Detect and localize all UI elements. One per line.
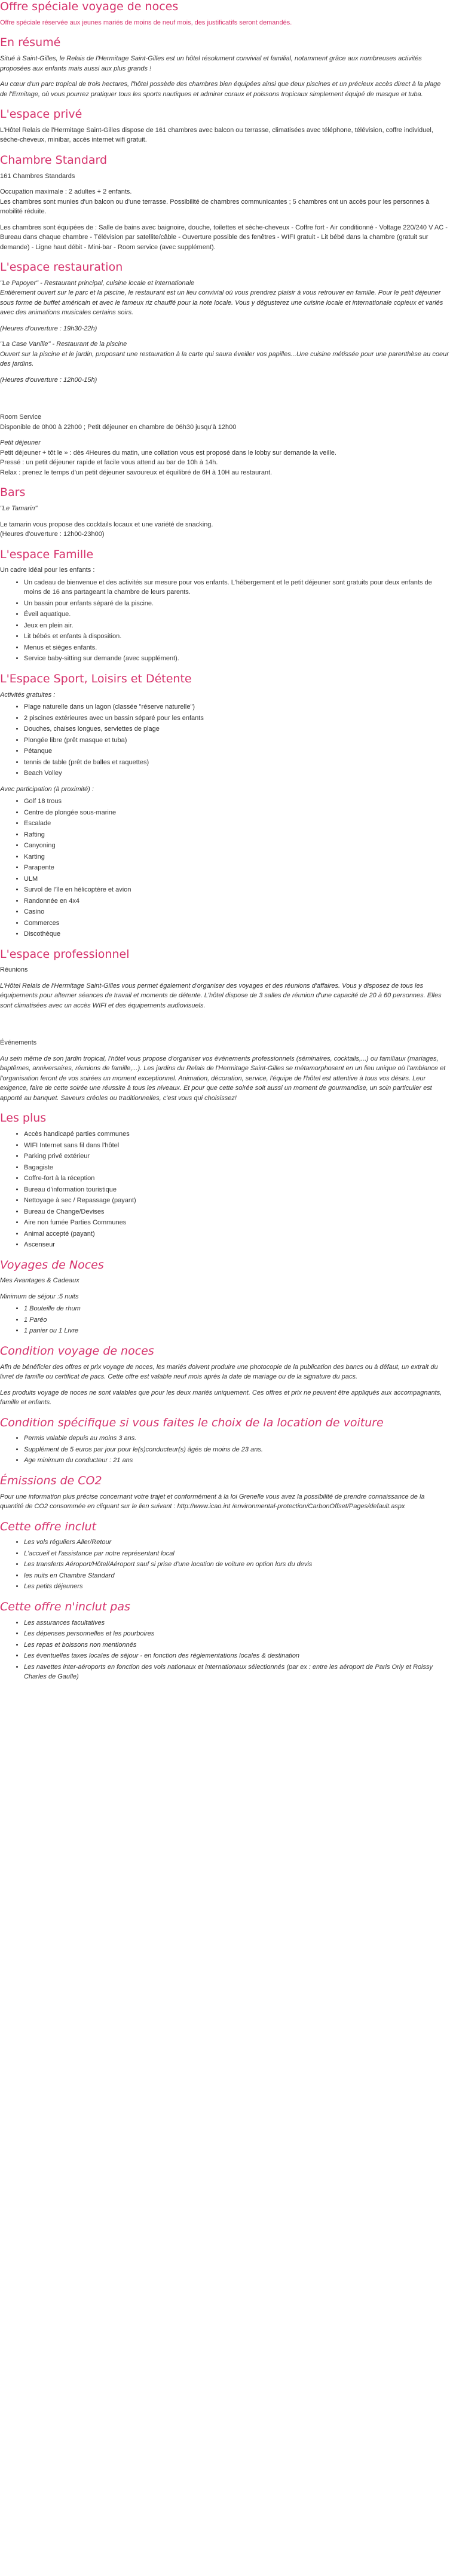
summary-section	[0, 36, 449, 99]
bar-hours: (Heures d'ouverture : 12h00-23h00)	[0, 531, 105, 538]
restaurant-papoyer-name: "Le Papoyer" - Restaurant principal, cuisine locale et internationale	[0, 279, 195, 287]
restaurant-vanille-name: "La Case Vanille" - Restaurant de la piscine	[0, 341, 127, 348]
list-item: • Les éventuelles taxes locales de séjour - en fonction des réglementations locales & destination	[24, 1651, 449, 1661]
honeymoon-minimum-stay: Minimum de séjour :5 nuits	[0, 1292, 79, 1300]
list-item: • Discothèque	[24, 929, 449, 939]
events-title: Événements	[0, 1039, 37, 1047]
restaurant-papoyer-hours: (Heures d'ouverture : 19h30-22h)	[0, 324, 97, 332]
sport-title: L'Espace Sport, Loisirs et Détente	[0, 672, 192, 685]
included-section	[0, 1520, 449, 1592]
private-section	[0, 108, 449, 145]
offer-title: Offre spéciale voyage de noces	[0, 0, 179, 13]
honeymoon-conditions-paragraph: Afin de bénéficier des offres et prix voyage de noces, les mariés doivent produire une photocopie de la publication des bancs ou à défaut, un extrait du livret de famille ou certificat de pacs. Cette offre est valable neuf mois après la date de mariage ou de la signature du pacs.	[0, 1363, 438, 1380]
dining-title: L'espace restauration	[0, 261, 123, 274]
offer-header	[0, 0, 449, 27]
list-item: • Les petits déjeuners	[24, 1582, 449, 1592]
list-item: • Randonnée en 4x4	[24, 896, 449, 906]
free-activities-list	[0, 702, 449, 779]
list-item: • Ascenseur	[24, 1240, 449, 1250]
room-section	[0, 154, 449, 252]
bar-description: Le tamarin vous propose des cocktails locaux et une variété de snacking.	[0, 520, 213, 528]
dining-section	[0, 261, 449, 477]
restaurant-vanille-hours: (Heures d'ouverture : 12h00-15h)	[0, 376, 97, 384]
list-item: • Commerces	[24, 918, 449, 929]
room-title: Chambre Standard	[0, 153, 108, 167]
room-count: 161 Chambres Standards	[0, 172, 75, 180]
honeymoon-conditions-title: Condition voyage de noces	[0, 1344, 154, 1358]
honeymoon-conditions-paragraph: Les produits voyage de noces ne sont valables que pour les deux mariés uniquement. Ces offres et prix ne peuvent être appliqués aux accompagnants, famille et enfants.	[0, 1389, 442, 1406]
list-item: • Plongée libre (prêt masque et tuba)	[24, 736, 449, 746]
list-item: • WIFI Internet sans fil dans l'hôtel	[24, 1141, 449, 1151]
room-occupancy: Occupation maximale : 2 adultes + 2 enfants. Les chambres sont munies d'un balcon ou d'une terrasse. Possibilité de chambres communicantes ; 5 chambres ont un accès pour les personnes à mobilité réduite.	[0, 188, 430, 215]
room-equipment: Les chambres sont équipées de : Salle de bains avec baignoire, douche, toilettes et sèche-cheveux - Coffre fort - Air conditionné - Voltage 220/240 V AC - Bureau dans chaque chambre - Télévision par satellite/câble - Ouverture possible des fenêtres - WIFI gratuit - Lit bébé dans la chambre (gratuit sur demande) - Ligne haut débit - Mini-bar - Room service (avec supplément).	[0, 223, 448, 251]
bars-section	[0, 486, 449, 539]
paid-activities-list	[0, 797, 449, 939]
list-item: • Escalade	[24, 819, 449, 829]
summary-paragraph: Au cœur d'un parc tropical de trois hectares, l'hôtel possède des chambres bien équipées ainsi que deux piscines et un précieux accès direct à la plage de l'Ermitage, où vous pourrez pratiquer tous les sports nautiques et admirer coraux et poissons tropicaux simplement équipé de masque et tuba.	[0, 81, 441, 98]
meetings-title: Réunions	[0, 966, 28, 974]
breakfast-line: Relax : prenez le temps d'un petit déjeuner savoureux et équilibré de 6H à 10H au restaurant.	[0, 468, 273, 476]
summary-paragraph: Situé à Saint-Gilles, le Relais de l'Hermitage Saint-Gilles est un hôtel résolument convivial et familial, notamment grâce aux nombreuses activités proposées aux enfants mais aussi aux plus grands !	[0, 55, 422, 72]
list-item: • ULM	[24, 874, 449, 884]
co2-section	[0, 1474, 449, 1512]
paid-activities-title: Avec participation (à proximité) :	[0, 785, 94, 793]
car-rental-title: Condition spécifique si vous faites le choix de la location de voiture	[0, 1416, 384, 1429]
list-item: • Rafting	[24, 830, 449, 840]
list-item: • Parapente	[24, 863, 449, 873]
free-activities-title: Activités gratuites :	[0, 691, 56, 699]
events-description: Au sein même de son jardin tropical, l'hôtel vous propose d'organiser vos événements professionnels (séminaires, cocktails,...) ou familiaux (mariages, baptêmes, anniversaires, réunions de famille,...). Les jardins du Relais de l'Hermitage Saint-Gilles se métamorphosent en un lieu unique où l'ambiance et l'organisation feront de vos soirées un moment exceptionnel. Animation, décoration, service, l'équipe de l'hôtel est attentive à tous vos désirs. Leur exigence, faire de cette soirée une réussite à tous les niveaux. Et pour que cette soirée soit aussi un moment de gourmandise, un soin particulier est apporté au banquet. Saveurs créoles ou traditionnelles, c'est vous qui choisissez!	[0, 1055, 446, 1102]
list-item: • Accès handicapé parties communes	[24, 1129, 449, 1140]
list-item: • Canyoning	[24, 841, 449, 851]
list-item: • Beach Volley	[24, 768, 449, 779]
honeymoon-gifts-list	[0, 1304, 449, 1336]
sport-section	[0, 672, 449, 939]
list-item: • Animal accepté (payant)	[24, 1229, 449, 1239]
list-item: • tennis de table (prêt de balles et raquettes)	[24, 758, 449, 768]
list-item: • Douches, chaises longues, serviettes de plage	[24, 724, 449, 734]
family-list	[0, 578, 449, 664]
list-item: • 1 panier ou 1 Livre	[24, 1326, 449, 1336]
spacer	[0, 1016, 449, 1038]
breakfast-line: Petit déjeuner + tôt le » : dès 4Heures du matin, une collation vous est proposé dans le lobby sur demande la veille.	[0, 449, 336, 457]
private-description: L'Hôtel Relais de l'Hermitage Saint-Gilles dispose de 161 chambres avec balcon ou terrasse, climatisées avec téléphone, télévision, coffre individuel, sèche-cheveux, minibar, accès internet wifi gratuit.	[0, 126, 433, 144]
list-item: • Jeux en plein air.	[24, 621, 449, 631]
list-item: • Karting	[24, 852, 449, 862]
list-item: • Plage naturelle dans un lagon (classée "réserve naturelle")	[24, 702, 449, 712]
list-item: • Un bassin pour enfants séparé de la piscine.	[24, 599, 449, 609]
extras-title: Les plus	[0, 1111, 47, 1125]
co2-description: Pour une information plus précise concernant votre trajet et conformément à la loi Grenelle vous avez la possibilité de prendre connaissance de la quantité de CO2 consommée en cliquant sur le lien suivant : http://www.icao.int /environmental-protection/CarbonOffset/Pages/default.aspx	[0, 1493, 425, 1510]
summary-title: En résumé	[0, 36, 61, 50]
list-item: • Parking privé extérieur	[24, 1151, 449, 1162]
list-item: • Les transferts Aéroport/Hôtel/Aéroport sauf si prise d'une location de voiture en option lors du devis	[24, 1560, 449, 1570]
extras-section	[0, 1111, 449, 1249]
list-item: • Les repas et boissons non mentionnés	[24, 1640, 449, 1650]
list-item: • L'accueil et l'assistance par notre représentant local	[24, 1549, 449, 1559]
list-item: • Coffre-fort à la réception	[24, 1174, 449, 1184]
list-item: • Les navettes inter-aéroports en fonction des vols nationaux et internationaux sélectionnés (par ex : entre les aéroport de Paris Orly et Roissy Charles de Gaulle)	[24, 1662, 449, 1682]
list-item: • Bureau de Change/Devises	[24, 1207, 449, 1217]
list-item: • 2 piscines extérieures avec un bassin séparé pour les enfants	[24, 713, 449, 724]
not-included-list	[0, 1618, 449, 1682]
list-item: • Pétanque	[24, 746, 449, 756]
meetings-description: L'Hôtel Relais de l'Hermitage Saint-Gilles vous permet également d'organiser des voyages et des réunions d'affaires. Vous y disposez de tous les équipements pour alterner séances de travail et moments de détente. L'hôtel dispose de 3 salles de réunion d'une capacité de 20 à 60 personnes. Elles sont climatisées avec un accès WIFI et des équipements audiovisuels.	[0, 982, 442, 1009]
list-item: • Aire non fumée Parties Communes	[24, 1218, 449, 1228]
car-rental-section	[0, 1416, 449, 1466]
family-section	[0, 548, 449, 664]
list-item: • Un cadeau de bienvenue et des activités sur mesure pour vos enfants. L'hébergement et le petit déjeuner sont gratuits pour deux enfants de moins de 16 ans partageant la chambre de leurs parents.	[24, 578, 449, 598]
list-item: • Menus et sièges enfants.	[24, 643, 449, 653]
room-service-name: Room Service	[0, 413, 42, 421]
list-item: • 1 Bouteille de rhum	[24, 1304, 449, 1314]
list-item: • Survol de l'île en hélicoptère et avion	[24, 885, 449, 895]
list-item: • Permis valable depuis au moins 3 ans.	[24, 1434, 449, 1444]
restaurant-papoyer-description: Entièrement ouvert sur le parc et la piscine, le restaurant est un lieu convivial où vous prendrez plaisir à vous retrouver en famille. Pour le petit déjeuner sous forme de buffet américain et avec le fameux riz chauffé pour la note locale. Vous y dégusterez une cuisine locale et internationale copieux et variés avec des animations musicales certains soirs.	[0, 289, 443, 317]
list-item: • Nettoyage à sec / Repassage (payant)	[24, 1196, 449, 1206]
honeymoon-title: Voyages de Noces	[0, 1258, 104, 1272]
list-item: • Éveil aquatique.	[24, 609, 449, 620]
list-item: • les nuits en Chambre Standard	[24, 1571, 449, 1581]
family-intro: Un cadre idéal pour les enfants :	[0, 566, 95, 574]
not-included-section	[0, 1600, 449, 1682]
bar-name: "Le Tamarin"	[0, 505, 38, 512]
restaurant-vanille-description: Ouvert sur la piscine et le jardin, proposant une restauration à la carte qui saura éveiller vos papilles...Une cuisine métissée pour une parenthèse au coeur des jardins.	[0, 350, 449, 368]
extras-list	[0, 1129, 449, 1250]
family-title: L'espace Famille	[0, 547, 94, 561]
list-item: • Age minimum du conducteur : 21 ans	[24, 1456, 449, 1466]
spacer	[0, 391, 449, 412]
list-item: • Les assurances facultatives	[24, 1618, 449, 1628]
room-service-description: Disponible de 0h00 à 22h00 ; Petit déjeuner en chambre de 06h30 jusqu'à 12h00	[0, 423, 237, 431]
included-title: Cette offre inclut	[0, 1520, 96, 1533]
included-list	[0, 1537, 449, 1592]
professional-section	[0, 948, 449, 1104]
list-item: • 1 Paréo	[24, 1315, 449, 1325]
summary-body	[0, 54, 449, 99]
list-item: • Bagagiste	[24, 1163, 449, 1173]
list-item: • Les dépenses personnelles et les pourboires	[24, 1629, 449, 1639]
private-title: L'espace privé	[0, 108, 82, 121]
offer-subtitle: Offre spéciale réservée aux jeunes mariés de moins de neuf mois, des justificatifs seront demandés.	[0, 19, 292, 26]
honeymoon-section	[0, 1258, 449, 1336]
list-item: • Golf 18 trous	[24, 797, 449, 807]
breakfast-line: Pressé : un petit déjeuner rapide et facile vous attend au bar de 10h à 14h.	[0, 459, 218, 467]
list-item: • Supplément de 5 euros par jour pour le(s)conducteur(s) âgés de moins de 23 ans.	[24, 1445, 449, 1455]
list-item: • Centre de plongée sous-marine	[24, 808, 449, 818]
bars-title: Bars	[0, 486, 26, 500]
list-item: • Service baby-sitting sur demande (avec supplément).	[24, 654, 449, 664]
honeymoon-subtitle: Mes Avantages & Cadeaux	[0, 1277, 79, 1285]
list-item: • Les vols réguliers Aller/Retour	[24, 1537, 449, 1548]
honeymoon-conditions-section	[0, 1344, 449, 1408]
not-included-title: Cette offre n'inclut pas	[0, 1600, 130, 1613]
co2-title: Émissions de CO2	[0, 1474, 102, 1487]
professional-title: L'espace professionnel	[0, 947, 130, 961]
car-rental-list	[0, 1434, 449, 1466]
list-item: • Lit bébés et enfants à disposition.	[24, 632, 449, 642]
list-item: • Bureau d'information touristique	[24, 1185, 449, 1195]
list-item: • Casino	[24, 907, 449, 917]
breakfast-title: Petit déjeuner	[0, 439, 41, 447]
